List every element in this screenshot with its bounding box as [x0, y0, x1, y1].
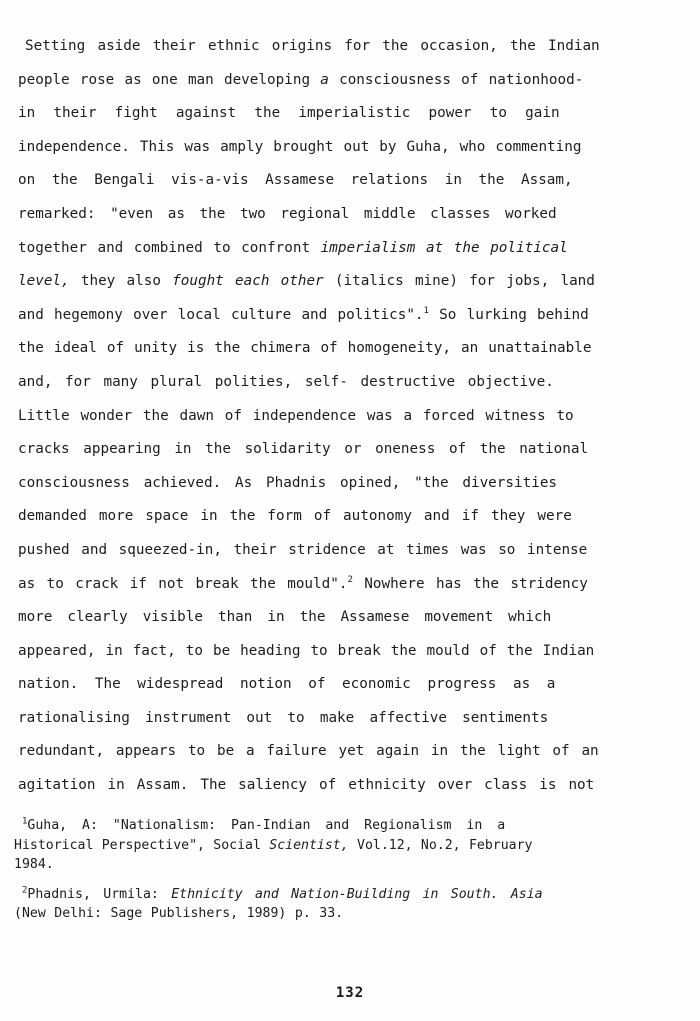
- text-run: 1984.: [14, 857, 54, 873]
- body-text-line: [18, 702, 672, 736]
- footnote-line: [14, 836, 674, 856]
- text-run: and, for many plural polities, self- destructive objective.: [18, 373, 554, 390]
- text-run: together and combined to confront: [18, 239, 321, 256]
- text-run: demanded more space in the form of autonomy and if they were: [18, 508, 572, 525]
- body-text-line: [18, 64, 672, 98]
- body-text-line: [18, 433, 672, 467]
- text-run: (italics mine) for jobs, land: [323, 273, 595, 290]
- body-text-line: [18, 265, 672, 299]
- text-run: on the Bengali vis-a-vis Assamese relations in the Assam,: [18, 172, 573, 189]
- text-run: (New Delhi: Sage Publishers, 1989) p. 33.: [14, 906, 344, 922]
- body-text-line: [18, 467, 672, 501]
- page-number: 132: [335, 985, 365, 1001]
- body-text-line: [18, 400, 672, 434]
- emphasis-text: Ethnicity and Nation-Building in South. Asia: [171, 886, 543, 902]
- body-text-line: [18, 299, 672, 333]
- footnote-line: [14, 904, 674, 924]
- body-text-line: [18, 601, 672, 635]
- text-run: in their fight against the imperialistic power to gain: [18, 105, 560, 122]
- text-run: cracks appearing in the solidarity or oneness of the national: [18, 441, 589, 458]
- text-run: independence. This was amply brought out by Guha, who commenting: [18, 138, 582, 155]
- body-text-line: [18, 735, 672, 769]
- footnote-line: [14, 885, 674, 905]
- body-text-block: [18, 30, 672, 803]
- text-run: appeared, in fact, to be heading to break the mould of the Indian: [18, 642, 595, 659]
- text-run: and hegemony over local culture and politics".: [18, 306, 424, 323]
- text-run: remarked: "even as the two regional middle classes worked: [18, 205, 557, 222]
- text-run: agitation in Assam. The saliency of ethnicity over class is not: [18, 777, 595, 794]
- body-text-line: [18, 366, 672, 400]
- body-text-line: [18, 635, 672, 669]
- text-run: Phadnis, Urmila:: [27, 886, 172, 902]
- text-run: pushed and squeezed-in, their stridence at times was so intense: [18, 541, 588, 558]
- text-run: rationalising instrument out to make affective sentiments: [18, 709, 549, 726]
- body-text-line: [18, 568, 672, 602]
- body-text-line: [18, 164, 672, 198]
- text-run: more clearly visible than in the Assamese movement which: [18, 609, 552, 626]
- body-text-line: [18, 534, 672, 568]
- body-text-line: [18, 769, 672, 803]
- text-run: people rose as one man developing: [18, 71, 321, 88]
- body-text-line: [18, 332, 672, 366]
- emphasis-text: level,: [18, 273, 70, 290]
- emphasis-text: imperialism at the political: [320, 239, 568, 256]
- body-text-line: [18, 232, 672, 266]
- text-run: Vol.12, No.2, February: [348, 837, 533, 853]
- text-run: Historical Perspective", Social: [14, 837, 270, 853]
- emphasis-text: a: [320, 71, 329, 88]
- footnote-number: 1: [22, 816, 28, 827]
- text-run: they also: [69, 273, 173, 290]
- body-text-line: [18, 500, 672, 534]
- footnote-reference-marker: 2: [347, 574, 353, 585]
- text-run: redundant, appears to be a failure yet again in the light of an: [18, 743, 599, 760]
- footnote-number: 2: [22, 885, 28, 896]
- footnotes-section: [14, 816, 674, 934]
- footnote-line: [14, 855, 674, 875]
- footnote-line: [14, 816, 674, 836]
- text-run: consciousness of nationhood-: [328, 71, 584, 88]
- text-run: So lurking behind: [428, 306, 589, 323]
- body-text-line: [18, 131, 672, 165]
- body-text-line: [18, 30, 672, 64]
- text-run: as to crack if not break the mould".: [18, 575, 348, 592]
- text-run: the ideal of unity is the chimera of homogeneity, an unattainable: [18, 340, 592, 357]
- footnote-reference-marker: 1: [423, 305, 429, 316]
- body-text-line: [18, 97, 672, 131]
- emphasis-text: Scientist,: [269, 837, 349, 853]
- text-run: Little wonder the dawn of independence was a forced witness to: [18, 407, 574, 424]
- text-run: consciousness achieved. As Phadnis opined, "the diversities: [18, 474, 558, 491]
- text-run: nation. The widespread notion of economic progress as a: [18, 676, 556, 693]
- footnote: [14, 885, 674, 924]
- text-run: Setting aside their ethnic origins for the occasion, the Indian: [25, 38, 600, 54]
- emphasis-text: fought each other: [172, 273, 324, 290]
- text-run: Guha, A: "Nationalism: Pan-Indian and Regionalism in a: [27, 818, 506, 833]
- body-text-line: [18, 198, 672, 232]
- text-run: Nowhere has the stridency: [352, 575, 588, 592]
- footnote: [14, 816, 674, 875]
- body-text-line: [18, 668, 672, 702]
